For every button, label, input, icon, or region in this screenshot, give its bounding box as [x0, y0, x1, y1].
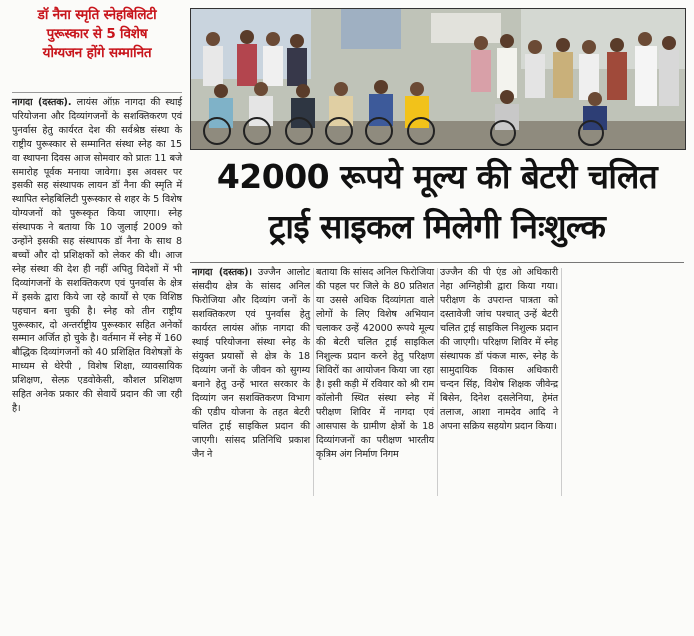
- main-headline: [186, 152, 688, 252]
- left-divider: [12, 92, 182, 93]
- main-headline-line-1: 42000 रूपये मूल्य की बेटरी चलित: [216, 157, 658, 196]
- column-divider: [437, 268, 438, 496]
- group-photo: [190, 8, 686, 150]
- left-headline-line-3: योग्यजन होंगे सम्मानित: [42, 45, 152, 61]
- left-headline: [12, 6, 182, 63]
- left-body-text: लायंस ऑफ़ नागदा की स्थाई परियोजना और दिव्यांगजनों के सशक्तिकरण एवं पुनर्वास हेतु कार्यरत देश की सर्वश्रेष्ठ संस्था के राष्ट्रीय पुरूस्कार से सम्मानित संस्था स्नेह का 15 वा स्थापना दिवस आज सोमवार को प्रातः 11 बजे समारोह पूर्वक मनाया जावेगा। इस अवसर पर इसकी सह संस्थापक लायन डॉ नैना की स्मृति में स्थापित स्नेहबिलिटी पुरूस्कार से शहर के 5 विशेष योग्यजनों को पुरूस्कृत किया जाएगा। स्नेह संस्थापक ने बताया कि 10 जुलाई 2009 को उन्होंने इसकी सह संस्थापक डॉ नैना के साथ 8 बच्चों और दो प्रशिक्षकों को लेकर की थी। आज स्नेह संस्था की देश ही नहीं अपितु विदेशों में भी दिव्यांगजनों के सशक्तिकरण एवं पुनर्वास के क्षेत्र में इसके द्वारा किये जा रहे कार्यों से एक विशिष्ठ पहचान बना चुकी है। स्नेह को तीन राष्ट्रीय पुरूस्कार, दो अन्तर्राष्ट्रीय पुरूस्कार सहित अनेकों सम्मान अर्जित हो चुके है। वर्तमान में स्नेह में 160 बौद्धिक दिव्यांगजनों को 40 प्रशिक्षित विशेषज्ञों के माध्यम से थेरेपी , विशेष शिक्षा, व्यावसायिक प्रशिक्षण, सेल्फ़ एडवोकेसी, कौशल प्रशिक्षण सहित अनेक प्रकार की सेवायें प्रदान की जा रही है।: [12, 97, 183, 414]
- left-headline-line-1: डॉ नैना स्मृति स्नेहबिलिटी: [37, 7, 157, 23]
- left-article-body: [12, 96, 182, 416]
- main-column-3-text: उज्जैन की पी एंड ओ अधिकारी नेहा अग्निहोत्री द्वारा किया गया। परीक्षण के उपरान्त पात्रता को दस्तावेजी जांच पश्चात् उन्हें बेटरी चलित ट्राई साइकिल निशुल्क प्रदान की जाएगी। परिक्षण शिविर में स्नेह संस्थापक डॉ पंकज मारू, स्नेह के सामुदायिक विकास अधिकारी चन्दन सिंह, विशेष शिक्षक जीवेन्द्र बिसेन, दिनेश दसलेनिया, हेमंत तलाज, आशा नामदेव आदि ने अपना सक्रिय सहयोग प्रदान किया।: [440, 267, 558, 432]
- column-divider: [313, 268, 314, 496]
- main-column-2-text: बताया कि सांसद अनिल फिरोजिया की पहल पर जिले के 80 प्रतिशत या उससे अधिक दिव्यांगता वाले लोगों के लिए विशेष अभियान चलाकर उन्हें 42000 रूपये मूल्य की बेटरी चलित ट्राई साइकिल निशुल्क प्रदान करने हेतु परिक्षण शिविरों का आयोजन किया जा रहा है। इसी कड़ी में रविवार को श्री राम कॉलोनी स्थित संस्था स्नेह में परीक्षण शिविर में नागदा एवं आसपास के ग्रामीण क्षेत्रों के 18 दिव्यांगजनों का परीक्षण भारतीय कृत्रिम अंग निर्माण निगम: [316, 267, 434, 460]
- main-dateline: नागदा (दस्तक)।: [192, 267, 252, 278]
- main-headline-line-2: ट्राई साइकल मिलेगी निःशुल्क: [268, 207, 606, 246]
- main-divider: [190, 262, 684, 263]
- left-article: [4, 0, 183, 636]
- left-dateline: नागदा (दस्तक).: [12, 97, 72, 108]
- main-column-1-text: उज्जैन आलोट संसदीय क्षेत्र के सांसद अनिल फिरोजिया और दिव्यांग जनों के सशक्तिकरण एवं पुनर्वास हेतु कार्यरत लायंस ऑफ़ नागदा की स्थाई परियोजना संस्था स्नेह के संयुक्त प्रयासों से क्षेत्र के 18 दिव्यांग जनों के जीवन को सुगम्य बनाने हेतु उन्हें भारत सरकार के दिव्यांग जन सशक्तिकरण विभाग की एडीप योजना के तहत बेटरी चलित ट्राई साइकिल प्रदान की जाएगी। सांसद प्रतिनिधि प्रकाश जैन ने: [192, 267, 310, 460]
- column-divider: [561, 268, 562, 496]
- group-photo-image: [191, 9, 685, 149]
- main-column-2: [316, 266, 434, 462]
- main-column-3: [440, 266, 558, 434]
- left-headline-line-2: पुरूस्कार से 5 विशेष: [46, 26, 148, 42]
- main-column-1: [192, 266, 310, 462]
